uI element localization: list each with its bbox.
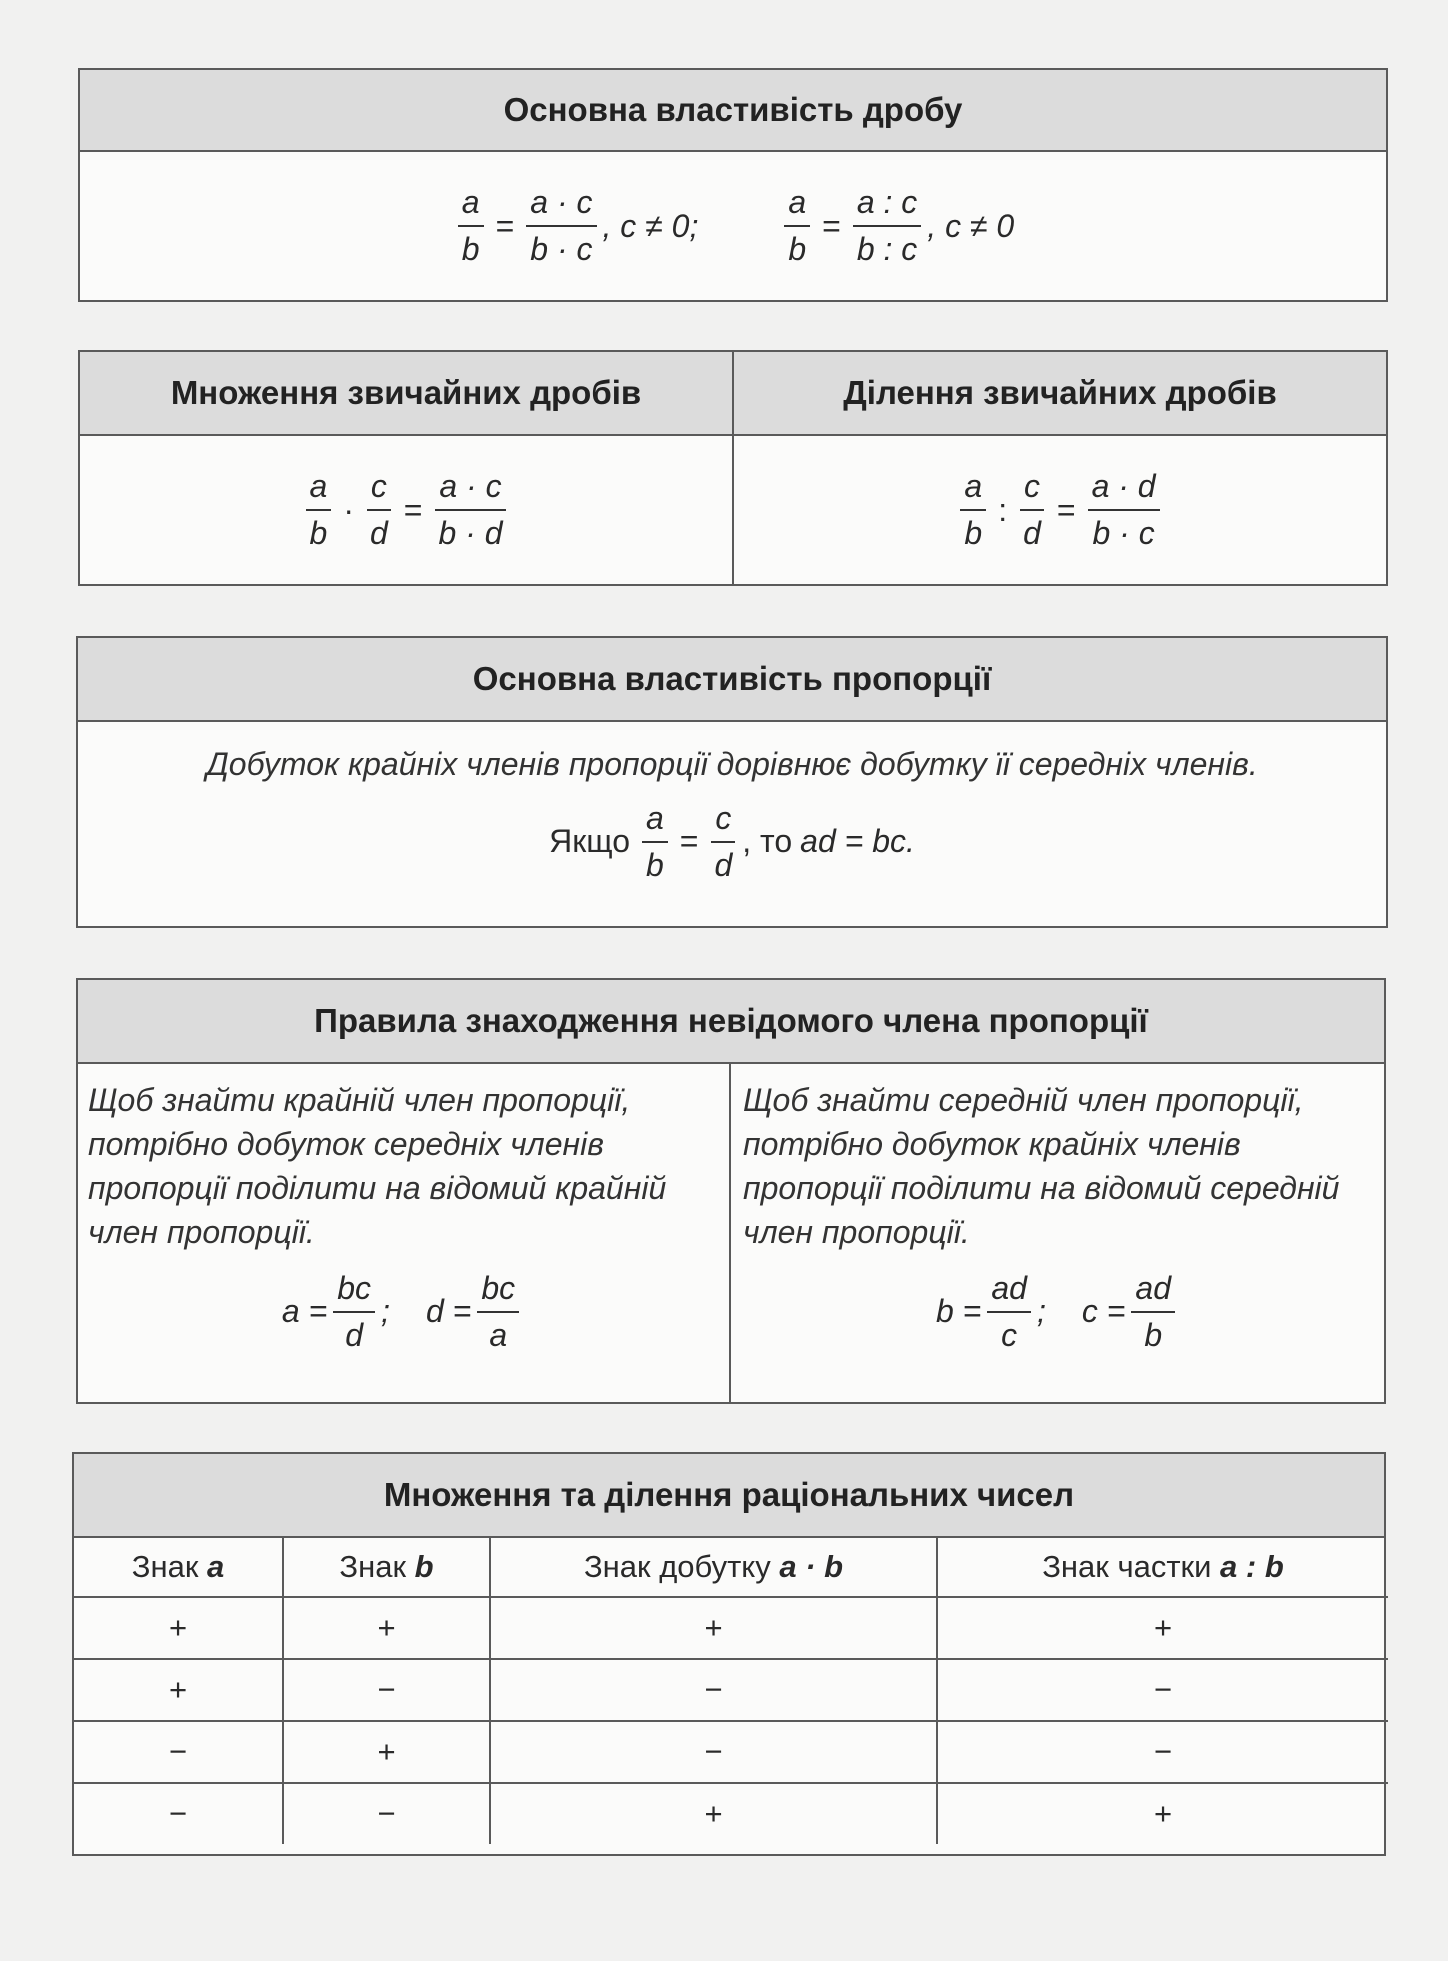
middle-term-formula: b = $\frac{ad}{c}$ ; c = $\frac{ad}{b}$ <box>743 1270 1374 1354</box>
fraction-property-title: Основна властивість дробу <box>80 70 1386 152</box>
table-row: − + − − <box>74 1721 1388 1783</box>
header-sign-a: Знак a <box>74 1538 283 1597</box>
multiplication-title: Множення звичайних дробів <box>80 352 732 436</box>
fraction: $\frac{a}{b}$ <box>784 184 810 268</box>
fraction-property-formula: $\frac{a}{b}$ = $\frac{a \cdot c}{b \cdot c}$ , c ≠ 0; $\frac{a}{b}$ = $\frac{a : c}{b : c}$ , c ≠ 0 <box>80 152 1386 300</box>
division-formula: $\frac{a}{b}$ : $\frac{c}{d}$ = $\frac{a \cdot d}{b \cdot c}$ <box>734 436 1386 584</box>
rational-numbers-title: Множення та ділення раціональних чисел <box>74 1454 1384 1538</box>
extreme-term-rule-text: Щоб знайти крайній член пропорції, потрібно добуток середніх членів пропорції поділити на відомий крайній член пропорції. <box>88 1082 667 1250</box>
table-row: + − − − <box>74 1659 1388 1721</box>
table-header-row <box>74 1538 1388 1597</box>
header-sign-quotient: Знак частки a : b <box>937 1538 1388 1597</box>
header-sign-b: Знак b <box>283 1538 490 1597</box>
table-row: + + + + <box>74 1597 1388 1659</box>
proportion-property-title: Основна властивість пропорції <box>78 638 1386 722</box>
multiplication-formula: $\frac{a}{b}$ · $\frac{c}{d}$ = $\frac{a \cdot c}{b \cdot d}$ <box>80 436 732 584</box>
proportion-property-formula: Якщо $\frac{a}{b}$ = $\frac{c}{d}$ , то ad = bc. <box>549 800 915 883</box>
fraction: $\frac{a \cdot c}{b \cdot c}$ <box>526 184 596 268</box>
condition-text: , c ≠ 0 <box>927 207 1015 244</box>
middle-term-rule-text: Щоб знайти середній член пропорції, потрібно добуток крайніх членів пропорції поділити на відомий середній член пропорції. <box>743 1082 1340 1250</box>
table-row: − − + + <box>74 1783 1388 1844</box>
unknown-term-rules-title: Правила знаходження невідомого члена пропорції <box>78 980 1384 1064</box>
fraction: $\frac{a}{b}$ <box>458 184 484 268</box>
condition-text: , c ≠ 0; <box>602 207 699 244</box>
division-title: Ділення звичайних дробів <box>734 352 1386 436</box>
extreme-term-formula: a = $\frac{bc}{d}$ ; d = $\frac{bc}{a}$ <box>88 1270 719 1354</box>
sign-rules-table <box>74 1538 1388 1844</box>
fraction-property-box <box>78 68 1388 302</box>
header-sign-product: Знак добутку a · b <box>490 1538 937 1597</box>
proportion-property-box <box>76 636 1388 928</box>
proportion-property-text: Добуток крайніх членів пропорції дорівнює добутку її середніх членів. <box>206 746 1258 782</box>
fraction-operations-box <box>78 350 1388 586</box>
unknown-term-rules-box <box>76 978 1386 1404</box>
fraction: $\frac{a : c}{b : c}$ <box>853 184 921 268</box>
rational-numbers-box <box>72 1452 1386 1856</box>
